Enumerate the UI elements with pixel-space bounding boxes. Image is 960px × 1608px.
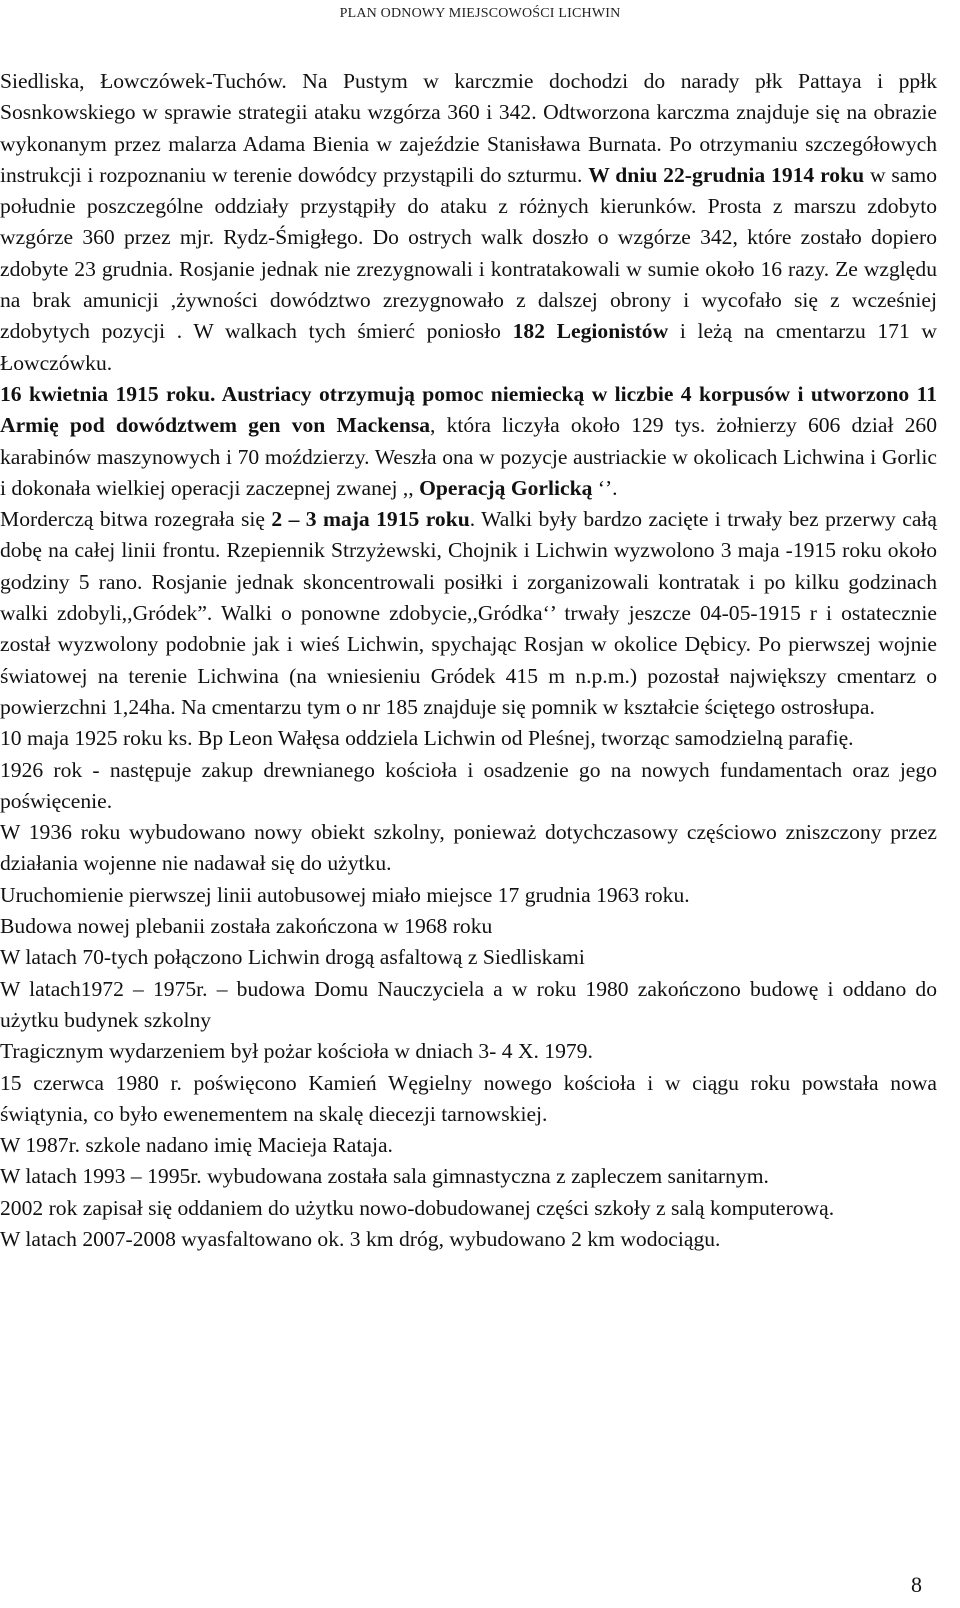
text-run: W latach 2007-2008 wyasfaltowano ok. 3 km dróg, wybudowano 2 km wodociągu. (0, 1226, 721, 1251)
paragraph (0, 817, 937, 880)
bold-text: 182 Legionistów (512, 319, 669, 344)
bold-text: 16 kwietnia 1915 roku. Austriacy otrzymują pomoc niemiecką w liczbie 4 korpusów i utworzono 11 Armię pod dowództwem gen von Mackensa (0, 381, 937, 438)
text-run: i leżą na cmentarzu 171 w Łowczówku. (0, 319, 937, 375)
text-run: W latach 70-tych połączono Lichwin drogą asfaltową z Siedliskami (0, 945, 585, 970)
text-run: w samo południe poszczególne oddziały przystąpiły do ataku z różnych kierunków. Prosta z marszu zdobyto wzgórze 360 przez mjr. Rydz-Śmigłego. Do ostrych walk doszło o wzgórze 342, które zostało dopiero zdobyte 23 grudnia. Rosjanie jednak nie zrezygnowali i kontratakowali w sumie około 16 razy. Ze względu na brak amunicji ,żywności dowództwo zrezygnowało z dalszej obrony i wycofało się z wcześniej zdobytych pozycji . W walkach tych śmierć poniosło (0, 162, 937, 344)
text-run: W 1936 roku wybudowano nowy obiekt szkolny, ponieważ dotychczasowy częściowo zniszczony przez działania wojenne nie nadawał się do użytku. (0, 820, 937, 876)
text-run: Morderczą bitwa rozegrała się (0, 507, 272, 532)
paragraph (0, 911, 937, 942)
page-number: 8 (911, 1572, 922, 1597)
text-run: 2002 rok zapisał się oddaniem do użytku nowo-dobudowanej części szkoły z salą komputerową. (0, 1195, 835, 1220)
bold-text: Operacją Gorlicką (419, 475, 593, 500)
text-run: Budowa nowej plebanii została zakończona w 1968 roku (0, 914, 493, 939)
text-run: 10 maja 1925 roku ks. Bp Leon Wałęsa oddziela Lichwin od Pleśnej, tworząc samodzielną parafię. (0, 726, 854, 751)
text-run: Tragicznym wydarzeniem był pożar kościoła w dniach 3- 4 X. 1979. (0, 1039, 593, 1064)
paragraph (0, 379, 937, 504)
text-run: , która liczyła około 129 tys. żołnierzy 606 dział 260 karabinów maszynowych i 70 moździerzy. Weszła ona w pozycje austriackie w okolicach Lichwina i Gorlic i dokonała wielkiej operacji zaczepnej zwanej ,, (0, 413, 937, 500)
paragraph (0, 1224, 937, 1255)
paragraph (0, 974, 937, 1037)
document-body (0, 66, 937, 1255)
bold-text: 2 – 3 maja 1915 roku (271, 507, 470, 532)
text-run: W 1987r. szkole nadano imię Macieja Rataja. (0, 1133, 393, 1158)
paragraph (0, 755, 937, 818)
running-header: PLAN ODNOWY MIEJSCOWOŚCI LICHWIN (339, 6, 621, 21)
paragraph (0, 1193, 937, 1224)
text-run: 1926 rok - następuje zakup drewnianego kościoła i osadzenie go na nowych fundamentach oraz jego poświęcenie. (0, 757, 937, 813)
text-run: ‘’. (592, 475, 618, 500)
paragraph (0, 1036, 937, 1067)
paragraph (0, 942, 937, 973)
text-run: W latach1972 – 1975r. – budowa Domu Nauczyciela a w roku 1980 zakończono budowę i oddano do użytku budynek szkolny (0, 976, 937, 1032)
paragraph (0, 880, 937, 911)
bold-text: W dniu 22-grudnia 1914 roku (588, 162, 865, 187)
text-run: W latach 1993 – 1995r. wybudowana została sala gimnastyczna z zapleczem sanitarnym. (0, 1164, 769, 1189)
text-run: 15 czerwca 1980 r. poświęcono Kamień Węgielny nowego kościoła i w ciągu roku powstała nowa świątynia, co było ewenementem na skalę diecezji tarnowskiej. (0, 1070, 937, 1126)
paragraph (0, 504, 937, 723)
paragraph (0, 723, 937, 754)
text-run: . Walki były bardzo zacięte i trwały bez przerwy całą dobę na całej linii frontu. Rzepiennik Strzyżewski, Chojnik i Lichwin wyzwolono 3 maja -1915 roku około godziny 5 rano. Rosjanie jednak skoncentrowali posiłki i zorganizowali kontratak i po kilku godzinach walki zdobyli,,Gródek”. Walki o ponowne zdobycie,,Gródka‘’ trwały jeszcze 04-05-1915 r i ostatecznie został wyzwolony podobnie jak i wieś Lichwin, spychając Rosjan w okolice Dębicy. Po pierwszej wojnie światowej na terenie Lichwina (na wniesieniu Gródek 415 m n.p.m.) pozostał największy cmentarz o powierzchni 1,24ha. Na cmentarzu tym o nr 185 znajduje się pomnik w kształcie ściętego ostrosłupa. (0, 507, 937, 719)
text-run: Uruchomienie pierwszej linii autobusowej miało miejsce 17 grudnia 1963 roku. (0, 882, 690, 907)
paragraph (0, 66, 937, 379)
paragraph (0, 1130, 937, 1161)
paragraph (0, 1068, 937, 1131)
paragraph (0, 1161, 937, 1192)
text-run: Siedliska, Łowczówek-Tuchów. Na Pustym w karczmie dochodzi do narady płk Pattaya i ppłk Sosnkowskiego w sprawie strategii ataku wzgórza 360 i 342. Odtworzona karczma znajduje się na obrazie wykonanym przez malarza Adama Bienia w zajeździe Stanisława Burnata. Po otrzymaniu szczegółowych instrukcji i rozpoznaniu w terenie dowódcy przystąpili do szturmu. (0, 69, 937, 187)
